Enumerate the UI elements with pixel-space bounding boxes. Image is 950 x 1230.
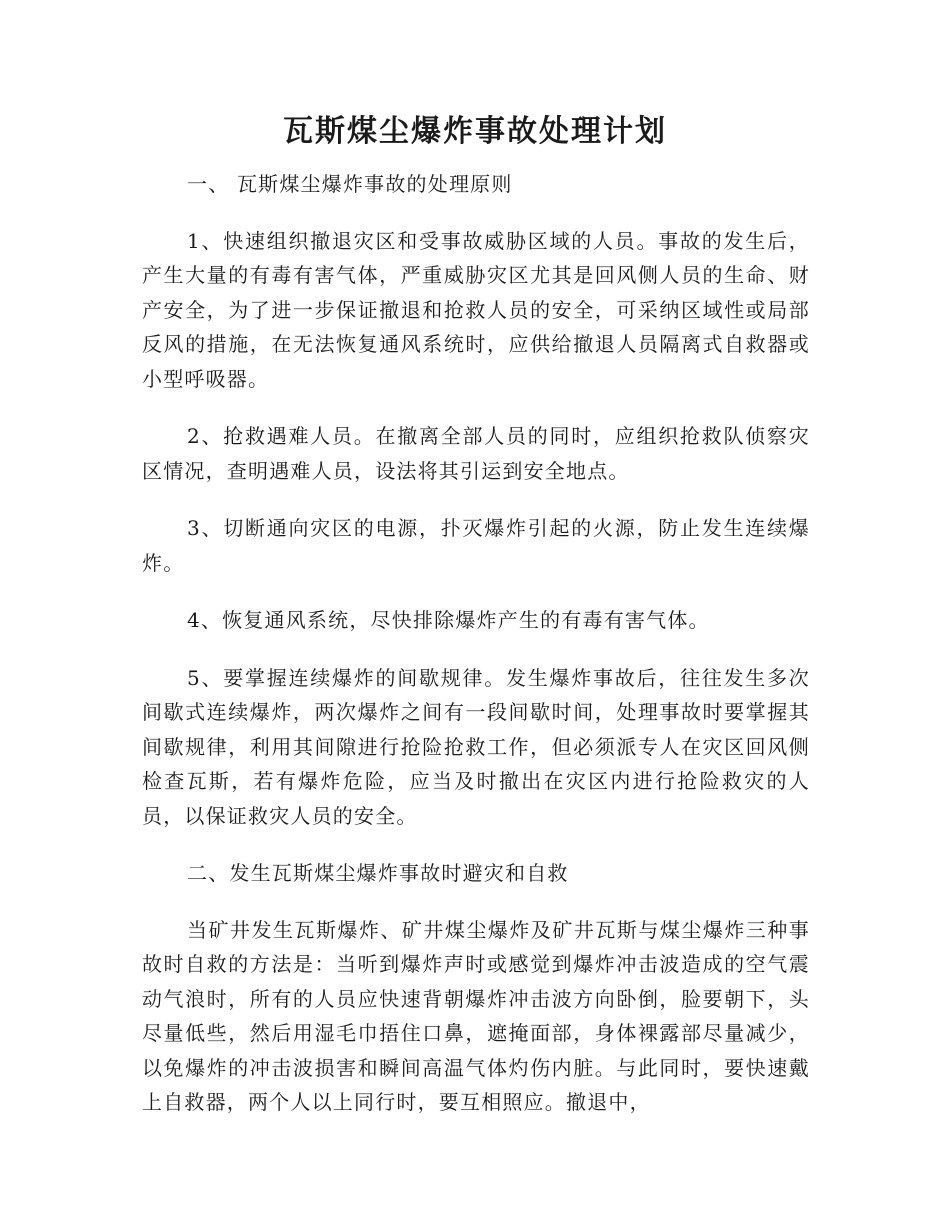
paragraph-principle-4: 4、恢复通风系统，尽快排除爆炸产生的有毒有害气体。 bbox=[187, 608, 710, 632]
paragraph-principle-1: 1、快速组织撤退灾区和受事故威胁区域的人员。事故的发生后，产生大量的有毒有害气体，严重威胁灾区尤其是回风侧人员的生命、财产安全，为了进一步保证撤退和抢救人员的安全，可采纳区域性或局部反风的措施，在无法恢复通风系统时，应供给撤退人员隔离式自救器或小型呼吸器。 bbox=[142, 228, 810, 391]
document-title: 瓦斯煤尘爆炸事故处理计划 bbox=[283, 114, 667, 149]
section-heading-2: 二、发生瓦斯煤尘爆炸事故时避灾和自救 bbox=[187, 861, 569, 885]
paragraph-principle-5: 5、要掌握连续爆炸的间歇规律。发生爆炸事故后，往往发生多次间歇式连续爆炸，两次爆炸之间有一段间歇时间，处理事故时要掌握其间歇规律，利用其间隙进行抢险抢救工作，但必须派专人在灾区回风侧检查瓦斯，若有爆炸危险，应当及时撤出在灾区内进行抢险救灾的人员，以保证救灾人员的安全。 bbox=[142, 665, 810, 828]
paragraph-principle-2: 2、抢救遇难人员。在撤离全部人员的同时，应组织抢救队侦察灾区情况，查明遇难人员，设法将其引运到安全地点。 bbox=[142, 424, 810, 483]
document-body bbox=[142, 167, 810, 1143]
paragraph-principle-3: 3、切断通向灾区的电源，扑灭爆炸引起的火源，防止发生连续爆炸。 bbox=[142, 516, 810, 575]
section-heading-1: 一、 瓦斯煤尘爆炸事故的处理原则 bbox=[187, 172, 513, 196]
paragraph-self-rescue: 当矿井发生瓦斯爆炸、矿井煤尘爆炸及矿井瓦斯与煤尘爆炸三种事故时自救的方法是：当听到爆炸声时或感觉到爆炸冲击波造成的空气震动气浪时，所有的人员应快速背朝爆炸冲击波方向卧倒，脸要朝下，头尽量低些，然后用湿毛巾捂住口鼻，遮掩面部，身体裸露部尽量减少，以免爆炸的冲击波损害和瞬间高温气体灼伤内脏。与此同时，要快速戴上自救器，两个人以上同行时，要互相照应。撤退中， bbox=[142, 917, 810, 1114]
